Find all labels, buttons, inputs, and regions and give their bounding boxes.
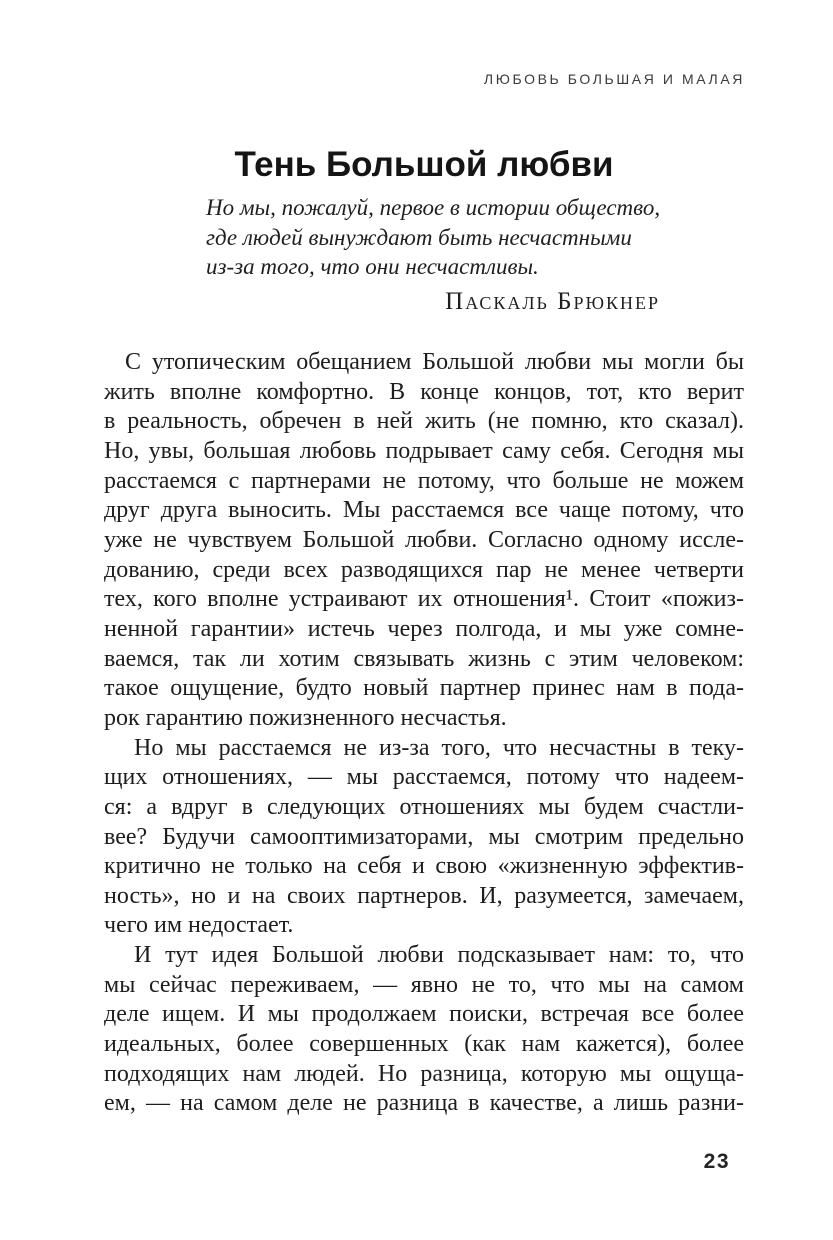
text-line: критично не только на себя и свою «жизненную эффектив-: [104, 853, 744, 880]
text-line: друг друга выносить. Мы расстаемся все чаще потому, что: [104, 497, 744, 524]
running-header: ЛЮБОВЬ БОЛЬШАЯ И МАЛАЯ: [483, 71, 745, 87]
text-line: ем, — на самом деле не разница в качестве, а лишь разни-: [104, 1090, 744, 1117]
text-line: где людей вынуждают быть несчастными: [206, 224, 632, 250]
page-number: 23: [703, 1150, 730, 1173]
text-line: Но мы, пожалуй, первое в истории общество,: [206, 195, 661, 220]
body-text: [104, 348, 744, 1119]
text-line: С утопическим обещанием Большой любви мы могли бы: [125, 349, 744, 375]
text-line: ваемся, так ли хотим связывать жизнь с этим человеком:: [104, 645, 744, 672]
text-line: подходящих нам людей. Но разница, которую мы ощуща-: [104, 1060, 744, 1087]
chapter-title: Тень Большой любви: [234, 145, 614, 185]
text-line: тех, кого вполне устраивают их отношения¹. Стоит «пожиз-: [104, 586, 744, 613]
paragraph: [104, 348, 744, 734]
text-line: вее? Будучи самооптимизаторами, мы смотрим предельно: [104, 823, 744, 850]
text-line: из-за того, что они несчастливы.: [206, 254, 539, 280]
text-line: Но, увы, большая любовь подрывает саму себя. Сегодня мы: [104, 437, 744, 464]
text-line: идеальных, более совершенных (как нам кажется), более: [104, 1031, 744, 1058]
text-line: дованию, среди всех разводящихся пар не менее четверти: [104, 556, 744, 583]
paragraph: [104, 941, 744, 1119]
text-line: мы сейчас переживаем, — явно не то, что мы на самом: [104, 971, 744, 998]
epigraph: [206, 193, 676, 282]
text-line: чего им недостает.: [104, 912, 294, 939]
text-line: жить вполне комфортно. В конце концов, тот, кто верит: [104, 378, 744, 405]
text-line: рок гарантию пожизненного несчастья.: [104, 704, 507, 731]
text-line: щих отношениях, — мы расстаемся, потому что надеем-: [104, 764, 744, 791]
paragraph: [104, 734, 744, 942]
text-line: в реальность, обречен в ней жить (не помню, кто сказал).: [104, 408, 744, 435]
text-line: уже не чувствуем Большой любви. Согласно одному иссле-: [104, 526, 744, 553]
epigraph-attribution: Паскаль Брюкнер: [445, 288, 660, 315]
text-line: деле ищем. И мы продолжаем поиски, встречая все более: [104, 1001, 744, 1028]
text-line: Но мы расстаемся не из-за того, что несчастны в теку-: [134, 734, 744, 761]
text-line: И тут идея Большой любви подсказывает нам: то, что: [134, 942, 744, 969]
text-line: ненной гарантии» истечь через полгода, и мы уже сомне-: [104, 615, 744, 642]
text-line: такое ощущение, будто новый партнер принес нам в пода-: [104, 675, 744, 702]
text-line: ность», но и на своих партнеров. И, разумеется, замечаем,: [104, 882, 744, 909]
text-line: расстаемся с партнерами не потому, что больше не можем: [104, 467, 744, 494]
text-line: ся: а вдруг в следующих отношениях мы будем счастли-: [104, 793, 744, 820]
